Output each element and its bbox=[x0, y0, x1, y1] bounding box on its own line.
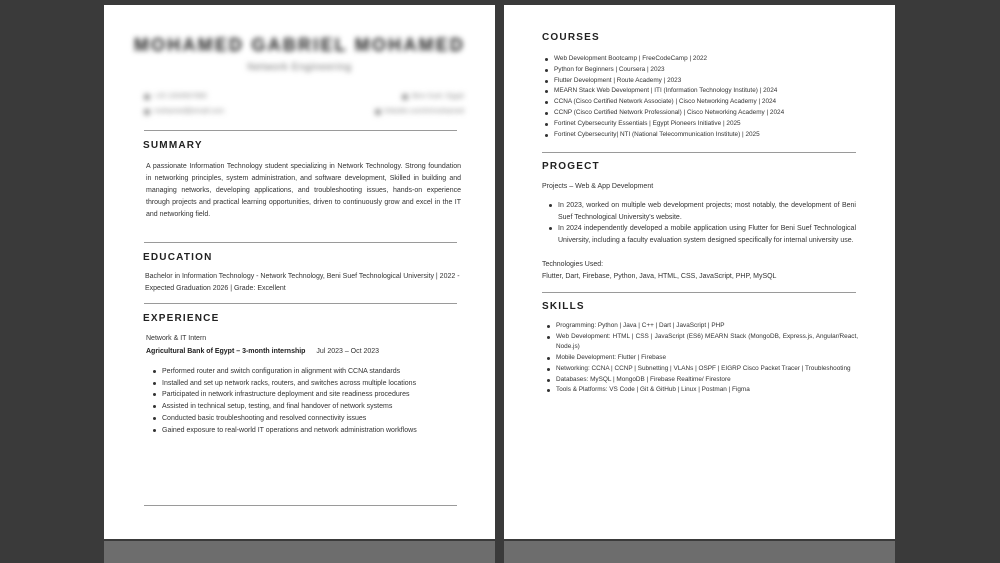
list-item: Networking: CCNA | CCNP | Subnetting | VLANs | OSPF | EIGRP Cisco Packet Tracer | Troubleshooting bbox=[546, 364, 858, 375]
list-item: MEARN Stack Web Development | ITI (Information Technology Institute) | 2024 bbox=[544, 86, 864, 97]
courses-heading: COURSES bbox=[542, 32, 600, 43]
page-footer-bar bbox=[504, 541, 895, 563]
skills-list bbox=[546, 321, 858, 396]
summary-heading: SUMMARY bbox=[143, 140, 203, 151]
technologies-label: Technologies Used: bbox=[542, 261, 604, 268]
divider bbox=[144, 242, 457, 243]
experience-dates: Jul 2023 – Oct 2023 bbox=[316, 348, 380, 355]
experience-company-line bbox=[146, 348, 379, 355]
list-item: Performed router and switch configuration in alignment with CCNA standards bbox=[152, 366, 460, 378]
contact-info bbox=[144, 93, 464, 123]
experience-company: Agricultural Bank of Egypt – 3-month internship bbox=[146, 348, 306, 355]
resume-header bbox=[104, 35, 495, 73]
list-item: Web Development: HTML | CSS | JavaScript (ES6) MEARN Stack (MongoDB, Express.js, Angular/React, Node.js) bbox=[546, 332, 858, 353]
project-bullets bbox=[548, 200, 856, 247]
list-item: CCNP (Cisco Certified Network Professional) | Cisco Networking Academy | 2024 bbox=[544, 108, 864, 119]
divider bbox=[542, 292, 856, 293]
divider bbox=[542, 152, 856, 153]
list-item: Fortinet Cybersecurity| NTI (National Telecommunication Institute) | 2025 bbox=[544, 130, 864, 141]
technologies-list: Flutter, Dart, Firebase, Python, Java, HTML, CSS, JavaScript, PHP, MySQL bbox=[542, 273, 777, 280]
project-heading: PROGECT bbox=[542, 161, 600, 172]
education-heading: EDUCATION bbox=[143, 252, 213, 263]
experience-heading: EXPERIENCE bbox=[143, 313, 220, 324]
list-item: Participated in network infrastructure deployment and site readiness procedures bbox=[152, 389, 460, 401]
location-icon bbox=[402, 94, 408, 100]
contact-email: mohamed@email.com bbox=[144, 108, 224, 115]
experience-role: Network & IT Intern bbox=[146, 335, 207, 342]
list-item: Programming: Python | Java | C++ | Dart | JavaScript | PHP bbox=[546, 321, 858, 332]
divider bbox=[144, 505, 457, 506]
list-item: Gained exposure to real-world IT operations and network administration workflows bbox=[152, 425, 460, 437]
list-item: Web Development Bootcamp | FreeCodeCamp | 2022 bbox=[544, 54, 864, 65]
list-item: Mobile Development: Flutter | Firebase bbox=[546, 353, 858, 364]
list-item: In 2023, worked on multiple web development projects; most notably, the development of Beni Suef Technological University's website. bbox=[548, 200, 856, 223]
list-item: In 2024 independently developed a mobile application using Flutter for Beni Suef Technological University, including a faculty evaluation system designed specifically for internal university use. bbox=[548, 223, 856, 246]
candidate-title: Network Engineering bbox=[247, 62, 352, 73]
link-icon bbox=[375, 109, 381, 115]
list-item: Tools & Platforms: VS Code | Git & GitHub | Linux | Postman | Figma bbox=[546, 385, 858, 396]
contact-linkedin: linkedin.com/in/mohamed bbox=[375, 108, 464, 115]
courses-list bbox=[544, 54, 864, 140]
list-item: Conducted basic troubleshooting and resolved connectivity issues bbox=[152, 413, 460, 425]
divider bbox=[144, 303, 457, 304]
list-item: Flutter Development | Route Academy | 2023 bbox=[544, 76, 864, 87]
divider bbox=[144, 130, 457, 131]
summary-text: A passionate Information Technology student specializing in Network Technology. Strong foundation in networking principles, system administration, and software development, Skilled in building and managing networks, developing applications, and troubleshooting issues, hands-on experience through projects and practical learning opportunities, driven to continuously grow and excel in the IT and networking field. bbox=[146, 163, 461, 218]
resume-page-2 bbox=[504, 5, 895, 539]
list-item: Assisted in technical setup, testing, and final handover of network systems bbox=[152, 401, 460, 413]
phone-icon bbox=[144, 94, 150, 100]
candidate-name: MOHAMED GABRIEL MOHAMED bbox=[133, 35, 466, 55]
list-item: Fortinet Cybersecurity Essentials | Egypt Pioneers Initiative | 2025 bbox=[544, 119, 864, 130]
contact-location: Beni Suef, Egypt bbox=[402, 93, 464, 100]
education-text: Bachelor in Information Technology - Network Technology, Beni Suef Technological University | 2022 - Expected Graduation 2026 | Grade: Excellent bbox=[145, 273, 460, 292]
skills-heading: SKILLS bbox=[542, 301, 585, 312]
list-item: CCNA (Cisco Certified Network Associate) | Cisco Networking Academy | 2024 bbox=[544, 97, 864, 108]
list-item: Python for Beginners | Coursera | 2023 bbox=[544, 65, 864, 76]
list-item: Installed and set up network racks, routers, and switches across multiple locations bbox=[152, 378, 460, 390]
page-footer-bar bbox=[104, 541, 495, 563]
resume-page-1 bbox=[104, 5, 495, 539]
experience-bullets bbox=[152, 366, 460, 436]
project-subtitle: Projects – Web & App Development bbox=[542, 183, 654, 190]
contact-phone: +20 1004567890 bbox=[144, 93, 207, 100]
list-item: Databases: MySQL | MongoDB | Firebase Realtime/ Firestore bbox=[546, 375, 858, 386]
email-icon bbox=[144, 109, 150, 115]
